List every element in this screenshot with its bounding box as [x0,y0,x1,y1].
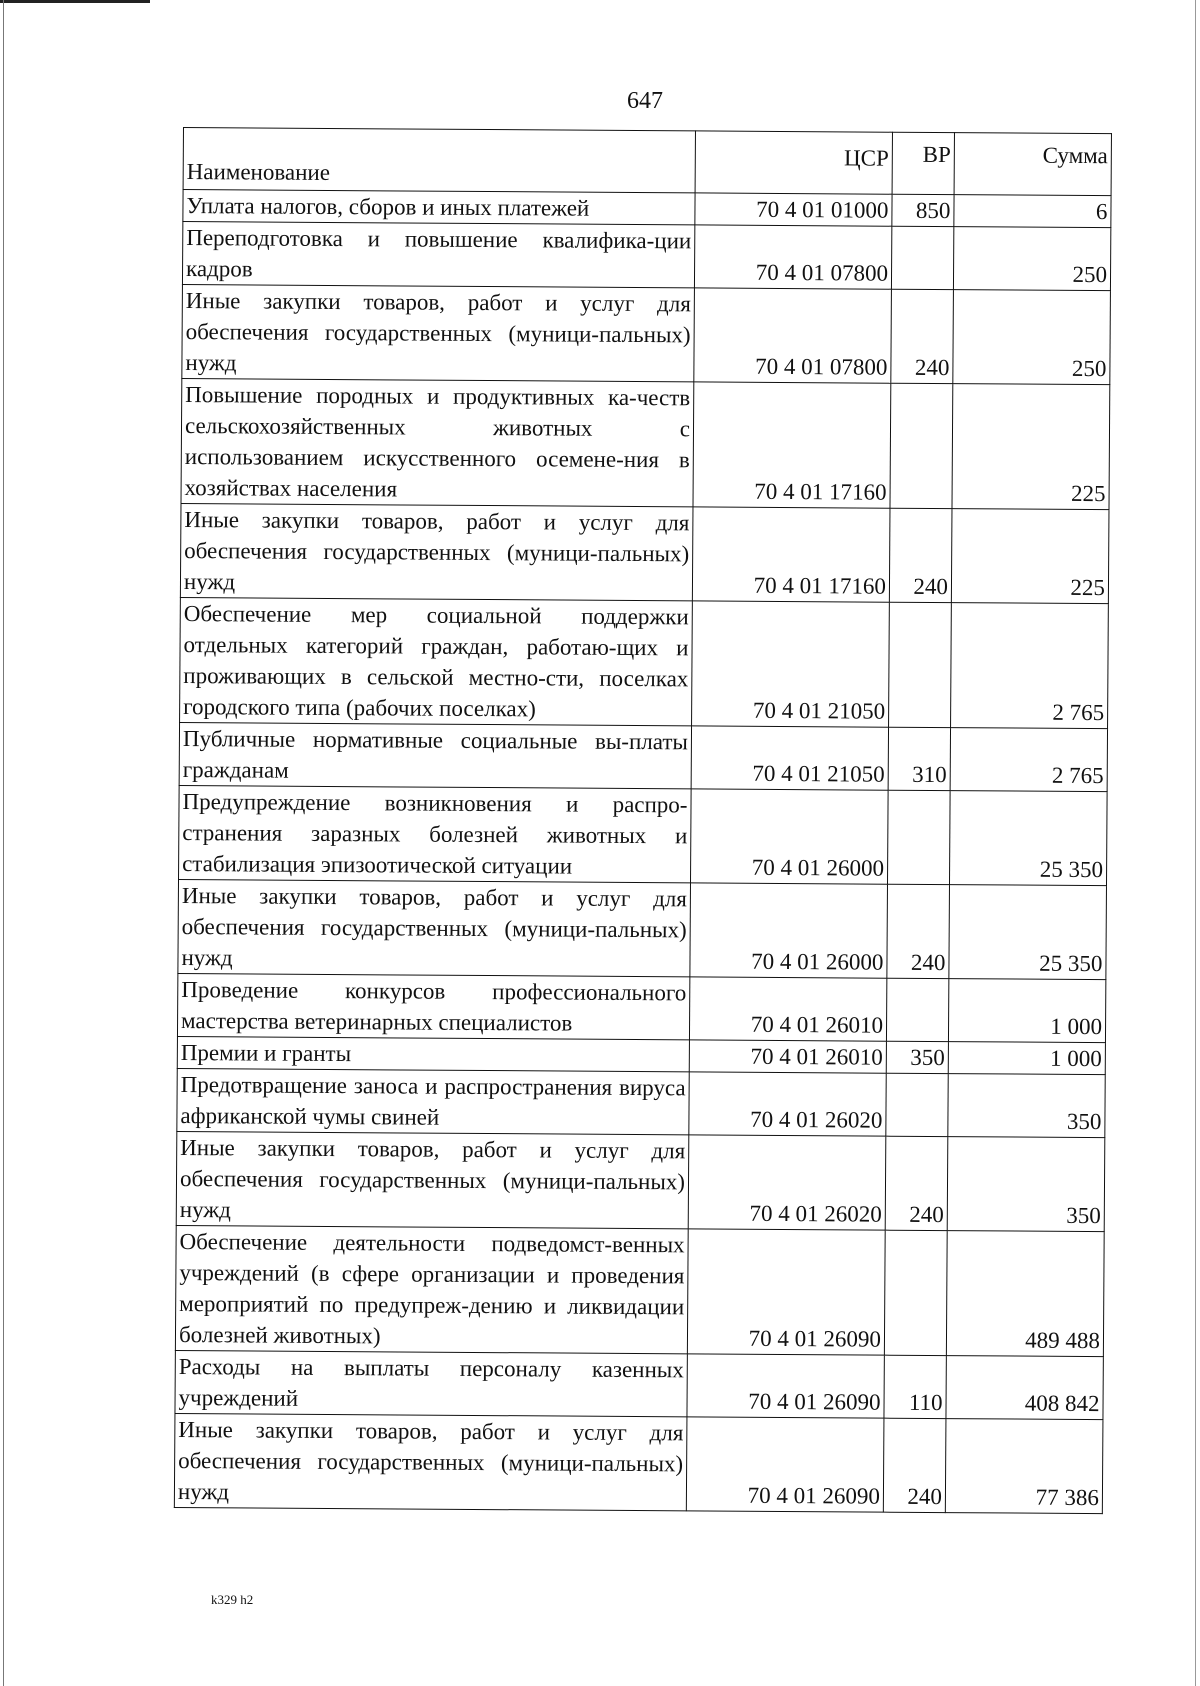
table-body [174,190,1111,1514]
cell-vr: 350 [886,1041,948,1073]
table-row [180,597,1109,728]
cell-name: Переподготовка и повышение квалифика-ции кадров [182,222,694,288]
cell-sum: 250 [953,290,1111,385]
cell-csr: 70 4 01 26020 [688,1135,886,1230]
table-row [175,1225,1104,1356]
cell-name: Публичные нормативные социальные вы-платы гражданам [179,722,691,788]
cell-vr: 240 [891,289,954,383]
cell-csr: 70 4 01 26010 [689,977,886,1041]
cell-vr: 110 [884,1355,946,1418]
cell-csr: 70 4 01 07800 [694,288,892,383]
table-row [179,785,1108,885]
cell-name: Обеспечение деятельности подведомст-венных учреждений (в сфере организации и проведения мероприятий по предупреж-дению и ликвидации болезней животных) [175,1225,688,1353]
table-row [179,722,1107,791]
header-vr: ВР [892,132,954,194]
cell-name: Иные закупки товаров, работ и услуг для обеспечения государственных (муници-пальных) нужд [180,503,693,600]
cell-name: Уплата налогов, сборов и иных платежей [183,190,695,225]
cell-vr: 850 [892,194,954,226]
cell-csr: 70 4 01 26090 [687,1354,884,1418]
table-row [178,879,1107,979]
cell-sum: 350 [948,1074,1105,1138]
budget-table [174,127,1112,1514]
scan-border-right [1195,0,1196,1686]
cell-csr: 70 4 01 26090 [686,1417,884,1512]
budget-table-container [174,127,1108,1514]
header-name: Наименование [183,128,695,193]
cell-name: Обеспечение мер социальной поддержки отдельных категорий граждан, работаю-щих и проживающих в сельской местно-сти, поселках городского типа (рабочих поселках) [180,597,693,725]
table-row [182,222,1110,291]
cell-csr: 70 4 01 17160 [693,382,891,508]
page-number: 647 [627,88,663,114]
scan-border-left [3,0,4,1686]
cell-name: Повышение породных и продуктивных ка-честв сельскохозяйственных животных с использованием искусственного осемене-ния в хозяйствах населения [181,378,694,506]
cell-vr: 240 [889,508,952,602]
cell-name: Предупреждение возникновения и распро-странения заразных болезней животных и стабилизация эпизоотической ситуации [179,785,692,882]
cell-name: Предотвращение заноса и распространения вируса африканской чумы свиней [177,1068,689,1134]
cell-csr: 70 4 01 26000 [690,789,888,884]
cell-vr [886,1073,948,1136]
scan-border-top [0,0,150,3]
cell-sum: 225 [952,384,1110,510]
cell-vr [886,978,948,1041]
header-csr: ЦСР [695,131,892,194]
cell-sum: 25 350 [949,791,1107,886]
cell-vr: 310 [888,727,950,790]
cell-name: Иные закупки товаров, работ и услуг для обеспечения государственных (муници-пальных) нужд [174,1413,687,1510]
cell-csr: 70 4 01 17160 [692,507,890,602]
table-header [183,128,1111,196]
table-row [181,378,1110,509]
cell-csr: 70 4 01 21050 [691,726,888,790]
cell-sum: 6 [954,195,1111,228]
cell-name: Иные закупки товаров, работ и услуг для обеспечения государственных (муници-пальных) нужд [178,879,691,976]
footer-code: k329 h2 [211,1592,254,1607]
header-row [183,128,1111,196]
cell-name: Расходы на выплаты персоналу казенных учреждений [175,1350,687,1416]
cell-name: Иные закупки товаров, работ и услуг для обеспечения государственных (муници-пальных) нужд [176,1131,689,1228]
cell-sum: 250 [953,227,1110,291]
table-row [175,1350,1103,1419]
cell-sum: 225 [951,509,1109,604]
cell-sum: 489 488 [946,1231,1104,1357]
cell-sum: 2 765 [951,603,1109,729]
cell-csr: 70 4 01 26000 [690,883,888,978]
cell-sum: 1 000 [948,1042,1105,1075]
table-row [177,973,1105,1042]
cell-vr: 240 [885,1136,948,1230]
cell-csr: 70 4 01 26010 [689,1040,886,1073]
cell-name: Иные закупки товаров, работ и услуг для обеспечения государственных (муници-пальных) нужд [182,284,695,381]
cell-vr [884,1230,947,1355]
cell-vr [887,790,950,884]
cell-sum: 2 765 [950,728,1107,792]
table-row [177,1068,1105,1137]
cell-sum: 408 842 [946,1356,1103,1420]
cell-vr [891,226,953,289]
table-row [180,503,1109,603]
cell-sum: 1 000 [948,979,1105,1043]
table-row [176,1131,1105,1231]
table-row [182,284,1111,384]
cell-csr: 70 4 01 26090 [687,1229,885,1355]
cell-vr [890,383,953,508]
table-row [174,1413,1103,1513]
cell-vr [889,602,952,727]
cell-csr: 70 4 01 07800 [694,225,891,289]
cell-csr: 70 4 01 21050 [692,601,890,727]
cell-csr: 70 4 01 01000 [695,193,892,226]
cell-sum: 25 350 [949,885,1107,980]
cell-vr: 240 [883,1418,946,1512]
header-sum: Сумма [954,133,1111,196]
table-row [183,190,1111,228]
cell-name: Проведение конкурсов профессионального мастерства ветеринарных специалистов [177,973,689,1039]
cell-csr: 70 4 01 26020 [689,1072,886,1136]
cell-sum: 77 386 [945,1419,1103,1514]
cell-vr: 240 [887,884,950,978]
cell-name: Премии и гранты [177,1036,689,1071]
cell-sum: 350 [947,1137,1105,1232]
